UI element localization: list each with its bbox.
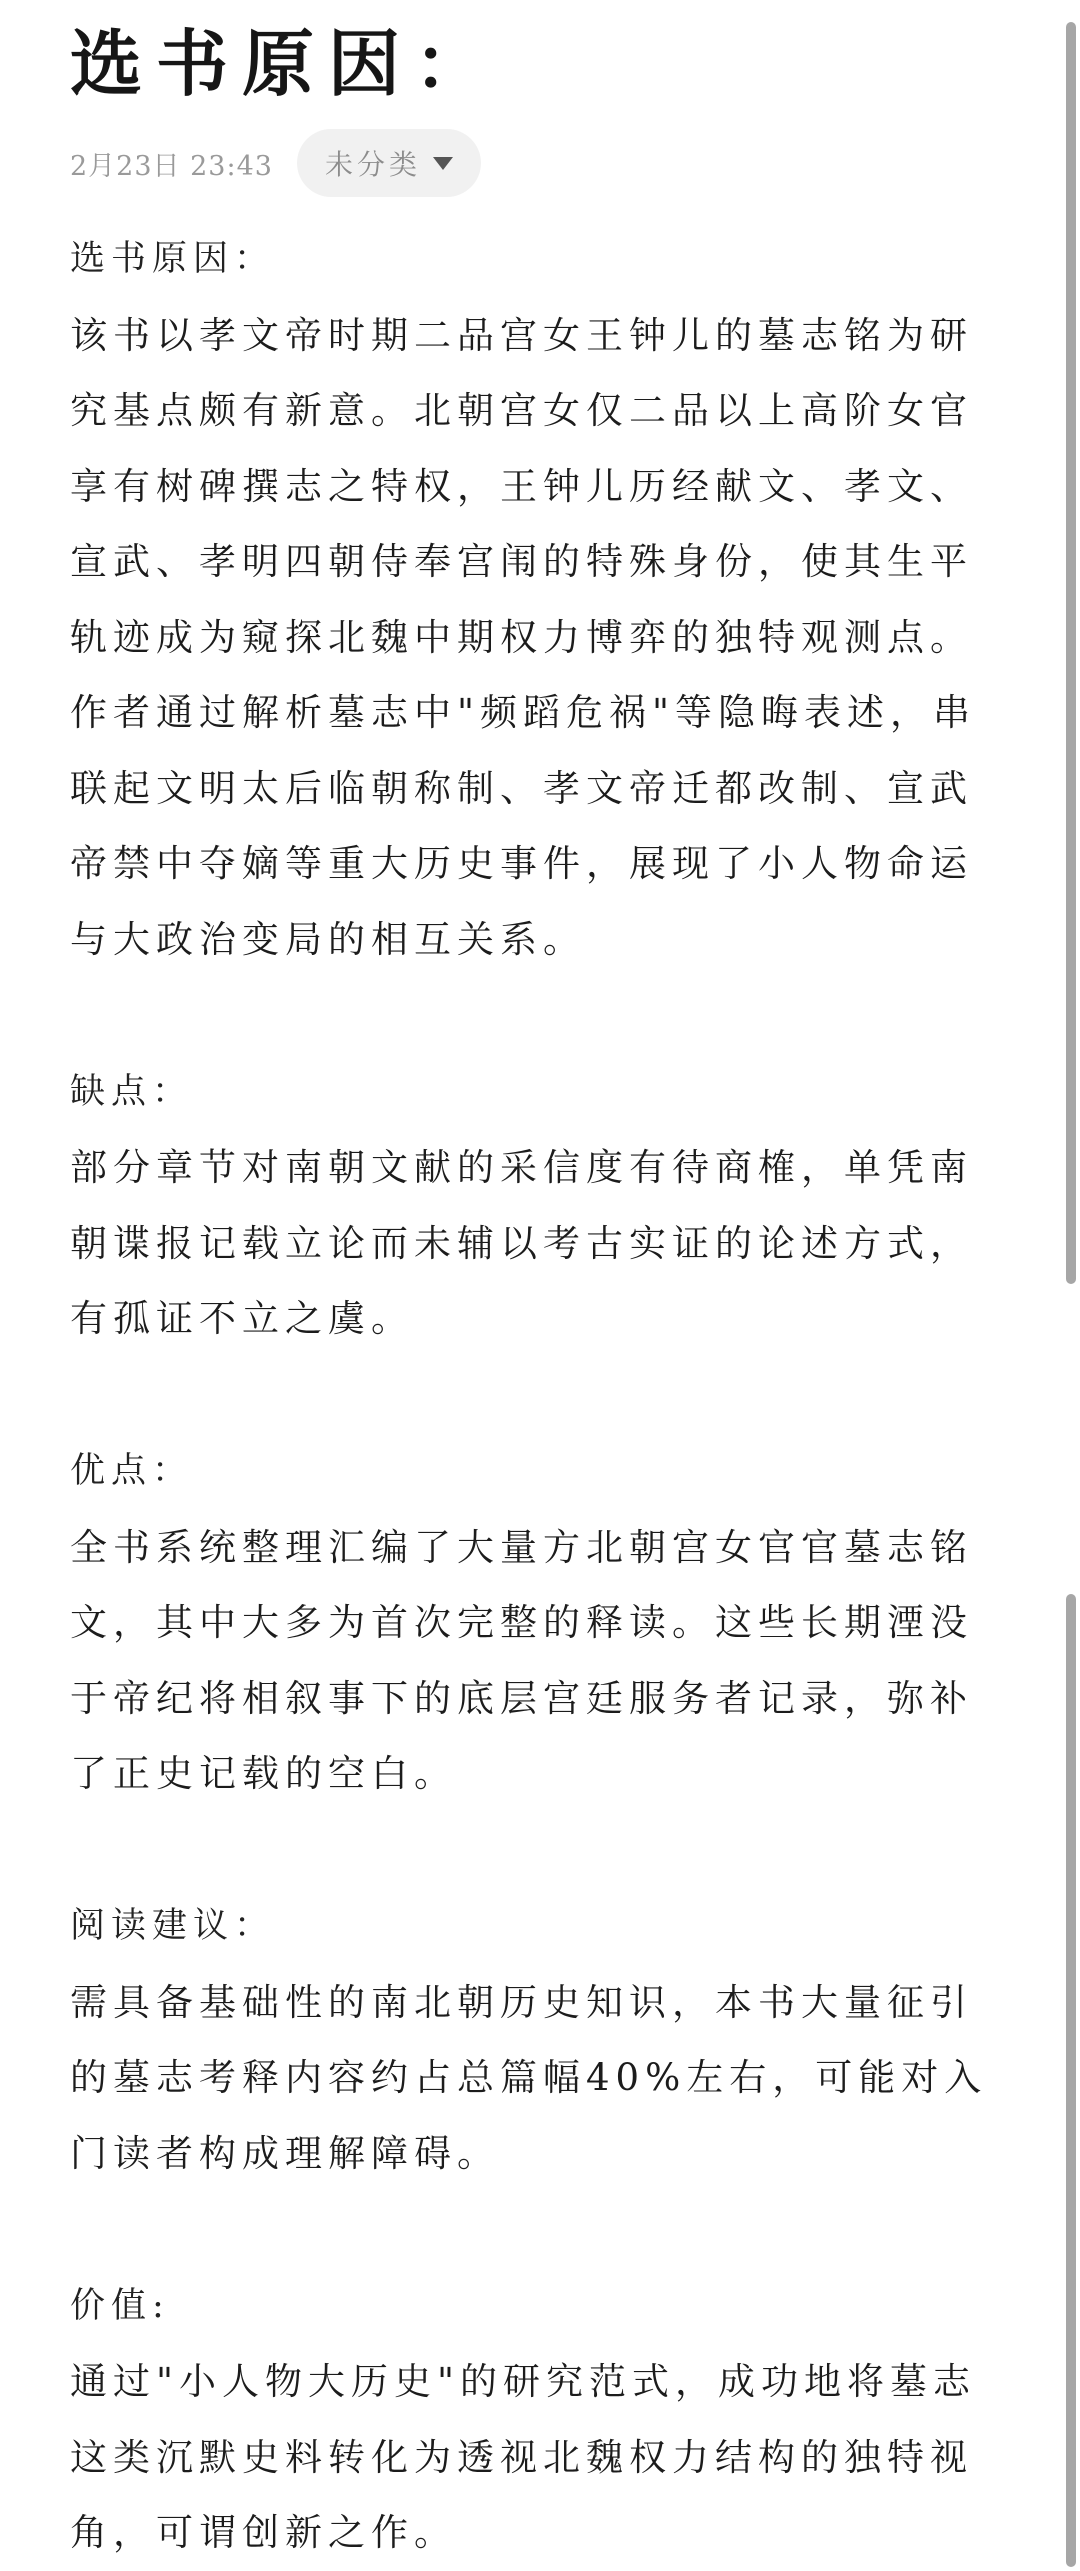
scrollbar-thumb[interactable]	[1066, 22, 1076, 1284]
note-meta	[70, 128, 481, 198]
section-reason	[70, 220, 1010, 2571]
note-timestamp: 2月23日 23:43	[70, 150, 273, 182]
section-text: 通过"小人物大历史"的研究范式，成功地将墓志这类沉默史料转化为透视北魏权力结构的独特视角，可谓创新之作。	[70, 2360, 977, 2554]
scrollbar-thumb-secondary[interactable]	[1066, 1594, 1076, 2567]
note-title[interactable]: 选书原因：	[70, 21, 501, 106]
section-text: 部分章节对南朝文献的采信度有待商榷，单凭南朝谍报记载立论而未辅以考古实证的论述方式，有孤证不立之虞。	[70, 1146, 973, 1340]
section-heading: 选书原因：	[70, 239, 276, 279]
section-text: 全书系统整理汇编了大量方北朝宫女官官墓志铭文，其中大多为首次完整的释读。这些长期湮没于帝纪将相叙事下的底层宫廷服务者记录，弥补了正史记载的空白。	[70, 1525, 973, 1795]
chevron-down-icon	[433, 157, 453, 170]
category-label: 未分类	[324, 148, 421, 181]
section-heading: 优点：	[70, 1451, 194, 1491]
section-text: 该书以孝文帝时期二品宫女王钟儿的墓志铭为研究基点颇有新意。北朝宫女仅二品以上高阶女官享有树碑撰志之特权，王钟儿历经献文、孝文、宣武、孝明四朝侍奉宫闱的特殊身份，使其生平轨迹成为窥探北魏中期权力博弈的独特观测点。作者通过解析墓志中"频蹈危祸"等隐晦表述，串联起文明太后临朝称制、孝文帝迁都改制、宣武帝禁中夺嫡等重大历史事件，展现了小人物命运与大政治变局的相互关系。	[70, 313, 977, 961]
section-text: 需具备基础性的南北朝历史知识，本书大量征引的墓志考释内容约占总篇幅40%左右，可能对入门读者构成理解障碍。	[70, 1980, 988, 2175]
note-body[interactable]	[70, 220, 1010, 2571]
section-heading: 价值:	[70, 2285, 170, 2326]
section-heading: 阅读建议：	[70, 1906, 276, 1946]
category-dropdown[interactable]	[297, 129, 481, 197]
section-heading: 缺点：	[70, 1071, 194, 1112]
